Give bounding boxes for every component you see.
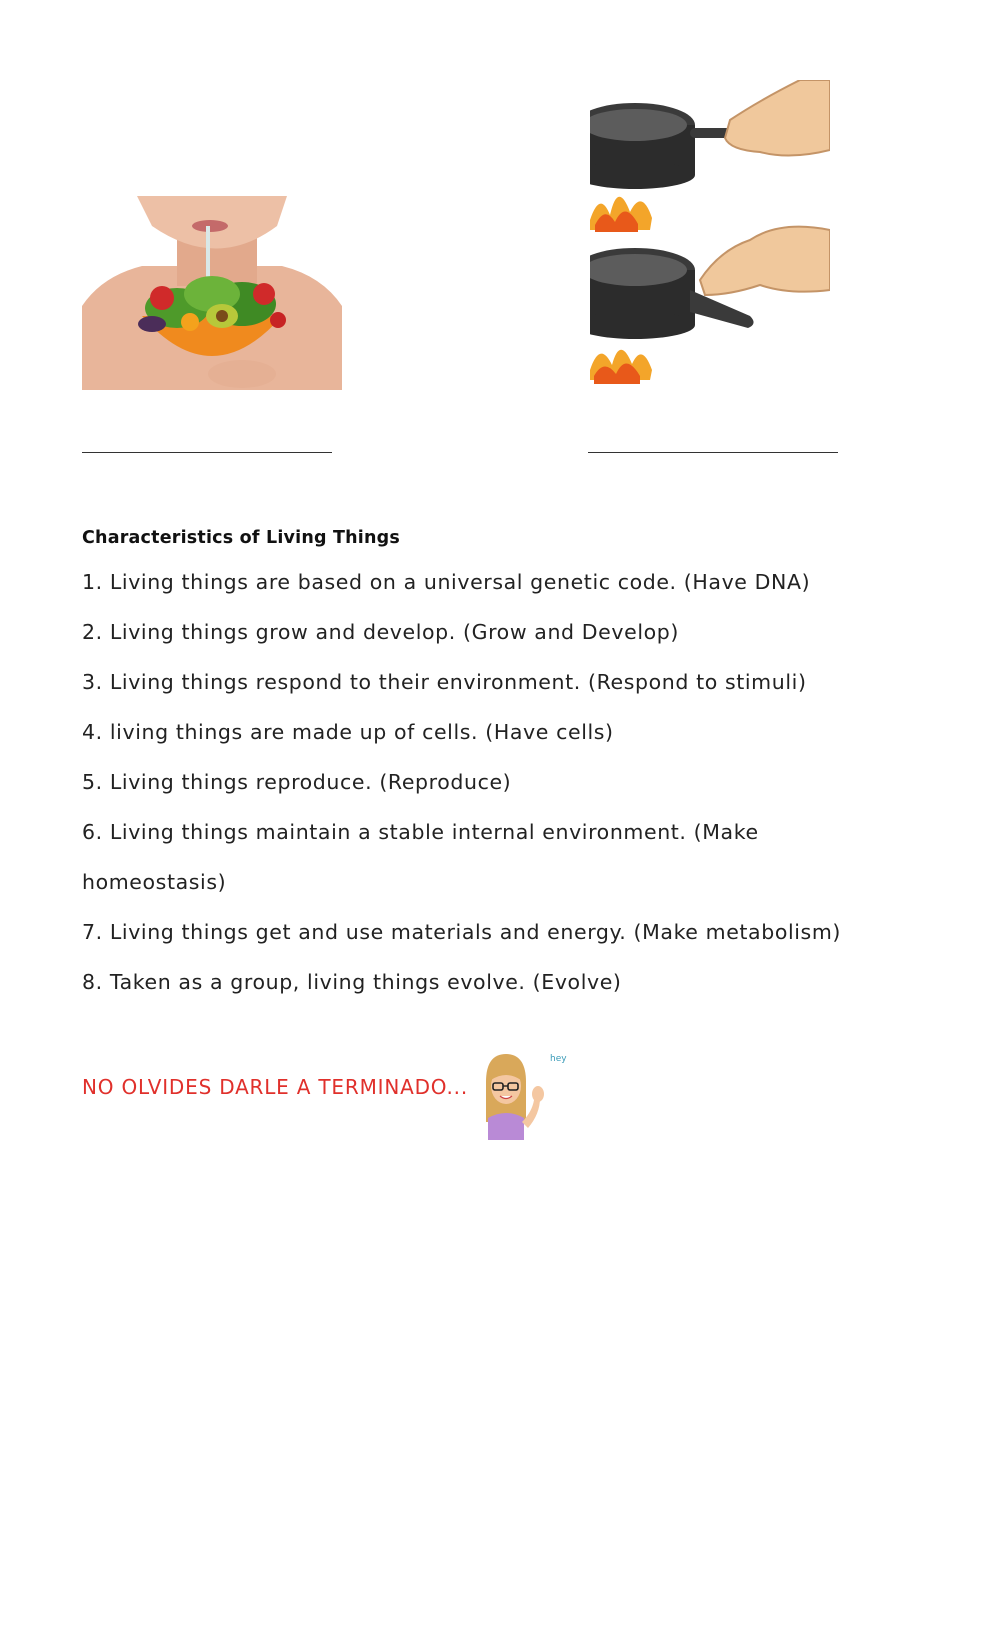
avatar-speech-bubble: hey	[550, 1054, 567, 1064]
answer-line-right[interactable]	[588, 452, 838, 453]
list-item: 4. living things are made up of cells. (Have cells)	[82, 720, 614, 744]
hand-pans-image	[590, 80, 830, 390]
list-item: 6. Living things maintain a stable internal environment. (Make	[82, 820, 759, 844]
finish-reminder: NO OLVIDES DARLE A TERMINADO...	[82, 1075, 468, 1099]
list-item: 3. Living things respond to their environment. (Respond to stimuli)	[82, 670, 807, 694]
answer-line-left[interactable]	[82, 452, 332, 453]
section-heading: Characteristics of Living Things	[82, 528, 401, 548]
list-item: 2. Living things grow and develop. (Grow and Develop)	[82, 620, 679, 644]
list-item: 8. Taken as a group, living things evolve. (Evolve)	[82, 970, 622, 994]
salad-person-image	[82, 196, 342, 390]
list-item: 7. Living things get and use materials and energy. (Make metabolism)	[82, 920, 842, 944]
list-item-continuation: homeostasis)	[82, 870, 227, 894]
list-item: 5. Living things reproduce. (Reproduce)	[82, 770, 512, 794]
list-item: 1. Living things are based on a universal genetic code. (Have DNA)	[82, 570, 811, 594]
waving-avatar-icon	[478, 1052, 578, 1140]
